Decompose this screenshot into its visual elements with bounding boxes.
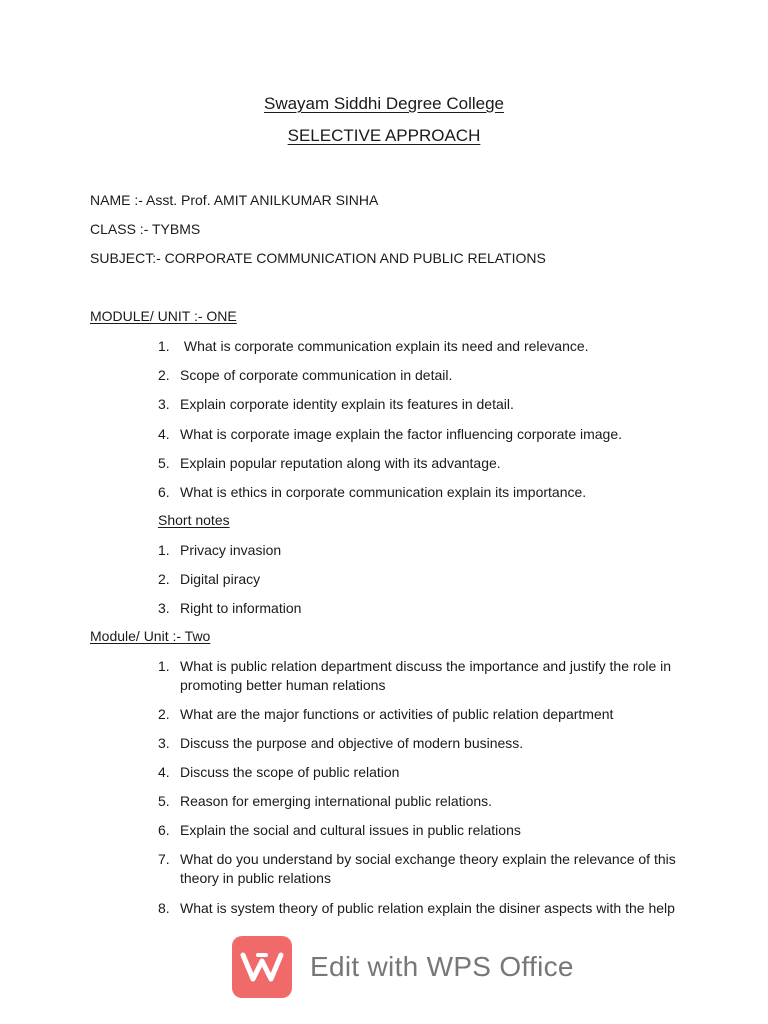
- list-item-text: Explain popular reputation along with its advantage.: [180, 455, 501, 471]
- list-item-text: What do you understand by social exchange theory explain the relevance of this theory in public relations: [180, 851, 676, 886]
- list-item-text: Digital piracy: [180, 571, 261, 587]
- wps-edit-banner[interactable]: [232, 936, 574, 998]
- list-item: [158, 337, 678, 356]
- list-item: [158, 705, 678, 724]
- list-item: [158, 734, 678, 753]
- list-item-number: 2.: [158, 706, 170, 722]
- list-item: [158, 454, 678, 473]
- list-item-text: Discuss the scope of public relation: [180, 764, 400, 780]
- list-item: [158, 792, 678, 811]
- list-item-number: 1.: [158, 338, 170, 354]
- list-item: [158, 850, 678, 888]
- meta-name: NAME :- Asst. Prof. AMIT ANILKUMAR SINHA: [90, 192, 379, 208]
- list-item: [158, 483, 678, 502]
- list-item-number: 5.: [158, 455, 170, 471]
- list-item-text: What is corporate communication explain its need and relevance.: [180, 338, 589, 354]
- document-subtitle: SELECTIVE APPROACH: [287, 126, 481, 145]
- list-item-text: Scope of corporate communication in detail.: [180, 367, 453, 383]
- list-item-text: Explain the social and cultural issues in public relations: [180, 822, 521, 838]
- meta-class: CLASS :- TYBMS: [90, 221, 201, 237]
- list-item-text: Privacy invasion: [180, 542, 282, 558]
- list-item: [158, 657, 678, 695]
- short-notes-heading: Short notes: [158, 512, 230, 528]
- list-item: [158, 541, 678, 560]
- list-item-number: 3.: [158, 396, 170, 412]
- list-item-number: 5.: [158, 793, 170, 809]
- college-title: Swayam Siddhi Degree College: [263, 94, 505, 113]
- wps-edit-label[interactable]: Edit with WPS Office: [310, 951, 574, 982]
- list-item-number: 8.: [158, 900, 170, 916]
- list-item-text: What is corporate image explain the factor influencing corporate image.: [180, 426, 623, 442]
- list-item-number: 6.: [158, 822, 170, 838]
- list-item: [158, 425, 678, 444]
- list-item-number: 1.: [158, 542, 170, 558]
- list-item-text: Explain corporate identity explain its features in detail.: [180, 396, 514, 412]
- meta-subject: SUBJECT:- CORPORATE COMMUNICATION AND PUBLIC RELATIONS: [90, 250, 546, 266]
- module-one-heading: MODULE/ UNIT :- ONE: [90, 308, 237, 324]
- list-item-text: Right to information: [180, 600, 302, 616]
- list-item-number: 4.: [158, 426, 170, 442]
- list-item-number: 2.: [158, 571, 170, 587]
- list-item: [158, 599, 678, 618]
- list-item: [158, 570, 678, 589]
- list-item-number: 2.: [158, 367, 170, 383]
- module-two-heading: Module/ Unit :- Two: [90, 628, 211, 644]
- list-item-text: What is system theory of public relation explain the disiner aspects with the help: [180, 900, 675, 916]
- list-item-text: Discuss the purpose and objective of modern business.: [180, 735, 524, 751]
- list-item-text: What are the major functions or activities of public relation department: [180, 706, 614, 722]
- list-item-text: What is ethics in corporate communication explain its importance.: [180, 484, 587, 500]
- list-item-number: 3.: [158, 735, 170, 751]
- list-item: [158, 366, 678, 385]
- list-item-text: Reason for emerging international public relations.: [180, 793, 493, 809]
- list-item-number: 1.: [158, 658, 170, 674]
- list-item: [158, 763, 678, 782]
- list-item-number: 6.: [158, 484, 170, 500]
- list-item: [158, 821, 678, 840]
- list-item: [158, 395, 678, 414]
- list-item-number: 7.: [158, 851, 170, 867]
- list-item-number: 3.: [158, 600, 170, 616]
- list-item-number: 4.: [158, 764, 170, 780]
- list-item-text: What is public relation department discuss the importance and justify the role in promoting better human relations: [180, 658, 672, 693]
- list-item: [158, 899, 678, 918]
- wps-logo-icon: [232, 936, 292, 998]
